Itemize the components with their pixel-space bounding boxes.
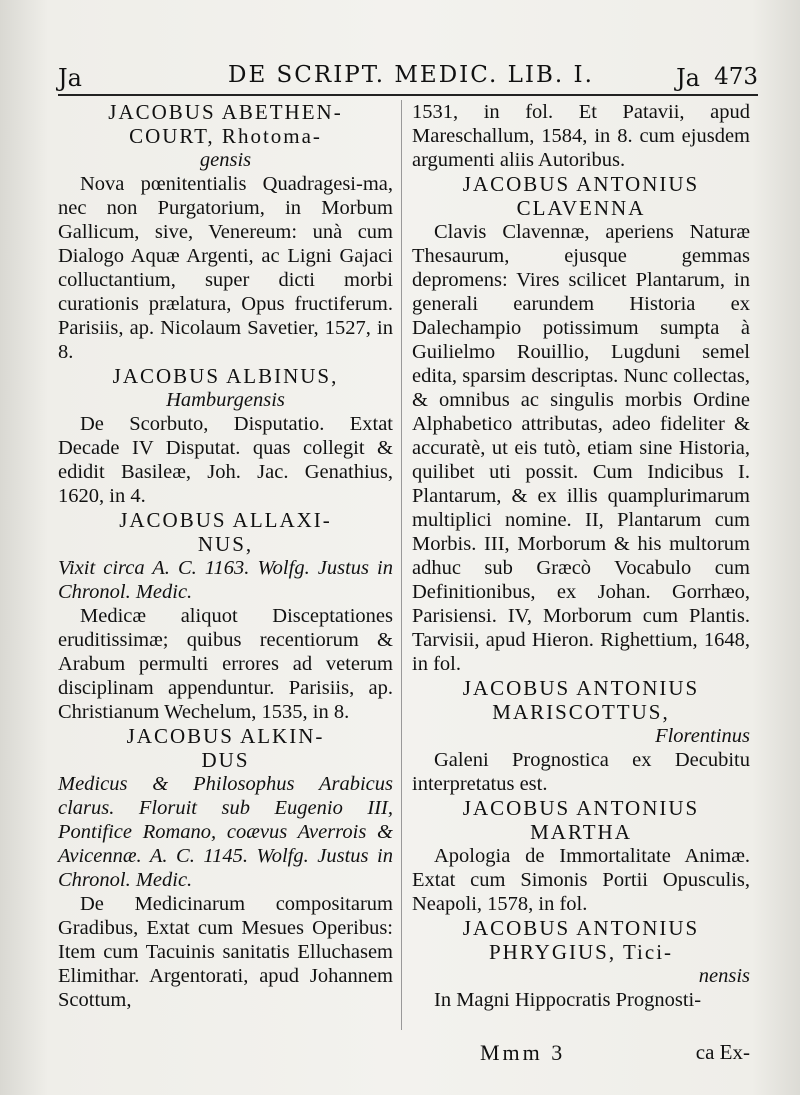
entry-heading: MARTHA	[530, 820, 632, 844]
entry-origin: gensis	[199, 149, 252, 171]
entry-body: 1531, in fol. Et Patavii, apud Mareschallum, 1584, in 8. cum ejusdem argumenti aliis Autoribus.	[412, 101, 750, 171]
entry-body: Medicæ aliquot Disceptationes eruditissimæ; quibus recentiorum & Arabum permulti errores ad veterum disciplinam appenduntur. Parisiis, ap. Christianum Wechelum, 1535, in 8.	[58, 605, 393, 723]
entry-heading: JACOBUS ANTONIUS	[462, 916, 700, 940]
entry-heading: DUS	[201, 748, 250, 772]
page-number: 473	[714, 64, 758, 90]
entry-body: Clavis Clavennæ, aperiens Naturæ Thesaurum, ejusque gemmas depromens: Vires scilicet Plantarum, in generali earundem Historia ex Dalechampio potissimum sumpta à Guilielmo Rouillio, Lugduni semel edita, sparsim descriptas. Nunc collectas, & omnibus ac singulis morbis Ordine Alphabetico attributas, adeo fideliter & accuratè, ut eis tutò, etiam sine Historia, quilibet uti possit. Cum Indicibus I. Plantarum, & ex illis quamplurimarum multiplici nomine. II, Plantarum cum Morbis. III, Morborum & his multorum adhuc sub Græcò Vocabulo cum Definitionibus, ex Johan. Gorrhæo, Parisiensi. IV, Morborum cum Plantis. Tarvisii, apud Hieron. Righettium, 1648, in fol.	[412, 221, 750, 675]
entry-heading: COURT, Rhotoma-	[129, 124, 322, 148]
entry-heading: MARISCOTTUS,	[492, 700, 670, 724]
entry-body: De Scorbuto, Disputatio. Extat Decade IV Disputat. quas collegit & edidit Basileæ, Joh. Jac. Genathius, 1620, in 4.	[58, 413, 393, 507]
header-right-guide: Ja	[676, 64, 700, 92]
entry-body: De Medicinarum compositarum Gradibus, Extat cum Mesues Operibus: Item cum Tacuinis sanitatis Elluchasem Elimithar. Argentorati, apud Johannem Scottum,	[58, 893, 393, 1011]
running-header	[58, 58, 758, 96]
entry-heading: JACOBUS ANTONIUS	[462, 172, 700, 196]
entry-origin: Florentinus	[655, 725, 750, 747]
left-column	[58, 100, 393, 1012]
entry-heading: JACOBUS ALKIN-	[126, 724, 325, 748]
entry-heading: NUS,	[197, 532, 254, 556]
entry-body: Galeni Prognostica ex Decubitu interpretatus est.	[412, 749, 750, 795]
entry-body: Nova pœnitentialis Quadragesi-ma, nec non Purgatorium, in Morbum Gallicum, sive, Venereum: unà cum Dialogo Aquæ Argenti, ac Ligni Gajaci colluctantium, super dicti morbi curationis prælatura, Opus fructiferum. Parisiis, ap. Nicolaum Savetier, 1527, in 8.	[58, 173, 393, 363]
entry-origin: nensis	[698, 965, 750, 987]
header-left-guide: Ja	[58, 64, 82, 92]
entry-heading: JACOBUS ALBINUS,	[112, 364, 339, 388]
header-title: DE SCRIPT. MEDIC. LIB. I.	[228, 62, 594, 88]
entry-heading: PHRYGIUS, Tici-	[488, 940, 674, 964]
entry-heading: JACOBUS ALLAXI-	[119, 508, 332, 532]
right-column	[412, 100, 750, 1012]
column-divider	[401, 100, 402, 1030]
signature-mark: Mmm 3	[480, 1040, 566, 1065]
entry-heading: JACOBUS ABETHEN-	[108, 100, 343, 124]
entry-body: Apologia de Immortalitate Animæ. Extat cum Simonis Portii Opusculis, Neapoli, 1578, in fol.	[412, 845, 750, 915]
entry-note: Medicus & Philosophus Arabicus clarus. Floruit sub Eugenio III, Pontifice Romano, coævus Averrois & Avicennæ. A. C. 1145. Wolfg. Justus in Chronol. Medic.	[58, 773, 393, 891]
entry-body: In Magni Hippocratis Prognosti-	[434, 989, 702, 1011]
entry-heading: JACOBUS ANTONIUS	[462, 796, 700, 820]
entry-heading: CLAVENNA	[516, 196, 646, 220]
entry-origin: Hamburgensis	[166, 389, 285, 411]
entry-heading: JACOBUS ANTONIUS	[462, 676, 700, 700]
catchword: ca Ex-	[695, 1040, 750, 1064]
entry-note: Vixit circa A. C. 1163. Wolfg. Justus in Chronol. Medic.	[58, 557, 393, 603]
